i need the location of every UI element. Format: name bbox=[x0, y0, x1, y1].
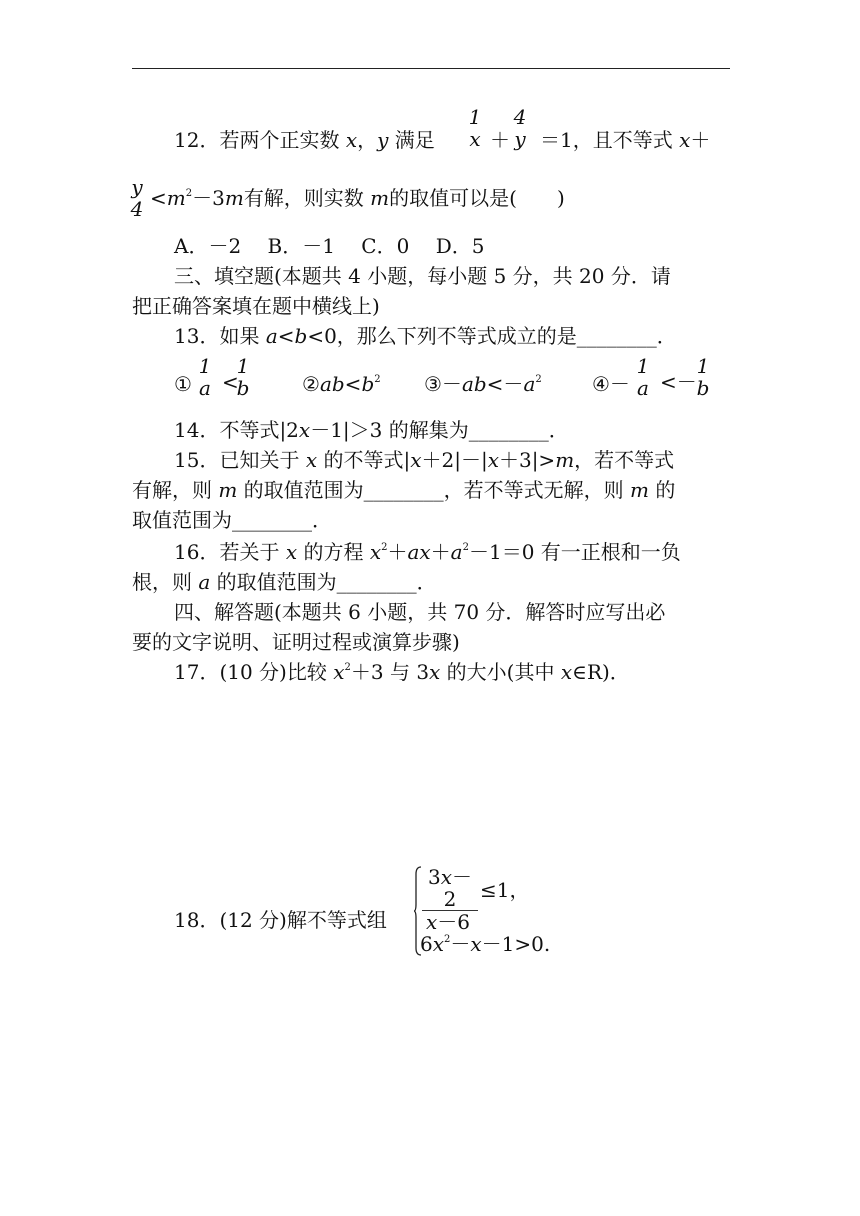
q16-line1: 16．若关于 x 的方程 $x^2+ax+a^2-1=0$ 有一正根和一负 bbox=[174, 540, 681, 564]
section3-heading: 三、填空题(本题共 4 小题，每小题 5 分，共 20 分．请 bbox=[174, 264, 671, 288]
q13-option1-frac-b: 1 b bbox=[236, 354, 250, 400]
q13-option1-frac-a: 1 a bbox=[198, 354, 212, 400]
q12-fraction-2: 4 y bbox=[513, 105, 527, 151]
q13-option4-frac-a: 1 a bbox=[636, 354, 650, 400]
q13-option4-frac-b: 1 b bbox=[696, 354, 710, 400]
q12-plus: ＋ bbox=[490, 128, 510, 152]
q17: 17．(10 分)比较 $x^2+3$ 与 3x 的大小(其中 x∈R)． bbox=[174, 660, 630, 684]
top-rule bbox=[132, 68, 730, 69]
q15-line2: 有解，则 m 的取值范围为________，若不等式无解，则 m 的 bbox=[132, 478, 676, 502]
q18-prefix: 18．(12 分)解不等式组 bbox=[174, 908, 387, 932]
q12-fraction-3: y 4 bbox=[130, 175, 144, 221]
section4-heading-cont: 要的文字说明、证明过程或演算步骤) bbox=[132, 630, 460, 654]
q12-line1: 12．若两个正实数 x，y 满足 bbox=[174, 128, 435, 152]
q15-line3: 取值范围为________． bbox=[132, 508, 332, 532]
q15-line1: 15．已知关于 x 的不等式|x＋2|－|x＋3|>m，若不等式 bbox=[174, 448, 675, 472]
q13-option1-lt: < bbox=[222, 370, 239, 394]
q13-option4-lt: <－ bbox=[660, 370, 697, 394]
q12-options: A．－2 B．－1 C．0 D．5 bbox=[174, 234, 485, 258]
q13-option4-mark: ④－ bbox=[592, 372, 630, 396]
section4-heading: 四、解答题(本题共 6 小题，共 70 分．解答时应写出必 bbox=[174, 600, 666, 624]
q13-stem: 13．如果 a<b<0，那么下列不等式成立的是________． bbox=[174, 324, 677, 348]
q18-le: ≤1， bbox=[480, 878, 530, 902]
q18-line2: $6x^2-x-1>0$. bbox=[420, 932, 551, 956]
section3-heading-cont: 把正确答案填在题中横线上) bbox=[132, 294, 380, 318]
q12-line1-rest: ＝1，且不等式 x＋ bbox=[540, 128, 711, 152]
q14: 14．不等式|2x－1|＞3 的解集为________． bbox=[174, 418, 569, 442]
q12-line2: $<m^2-3m$有解，则实数 m的取值可以是( ) bbox=[150, 186, 565, 210]
q12-fraction-1: 1 x bbox=[468, 105, 482, 151]
q13-option2: $②ab<b^2$ bbox=[302, 372, 381, 396]
q18-fraction: $\frac{3x-2}{x-6}$ bbox=[422, 866, 478, 933]
q16-line2: 根，则 a 的取值范围为________． bbox=[132, 570, 437, 594]
q13-option3: $③-ab<-a^2$ bbox=[424, 372, 542, 396]
q13-option1-mark: ① bbox=[174, 372, 192, 396]
